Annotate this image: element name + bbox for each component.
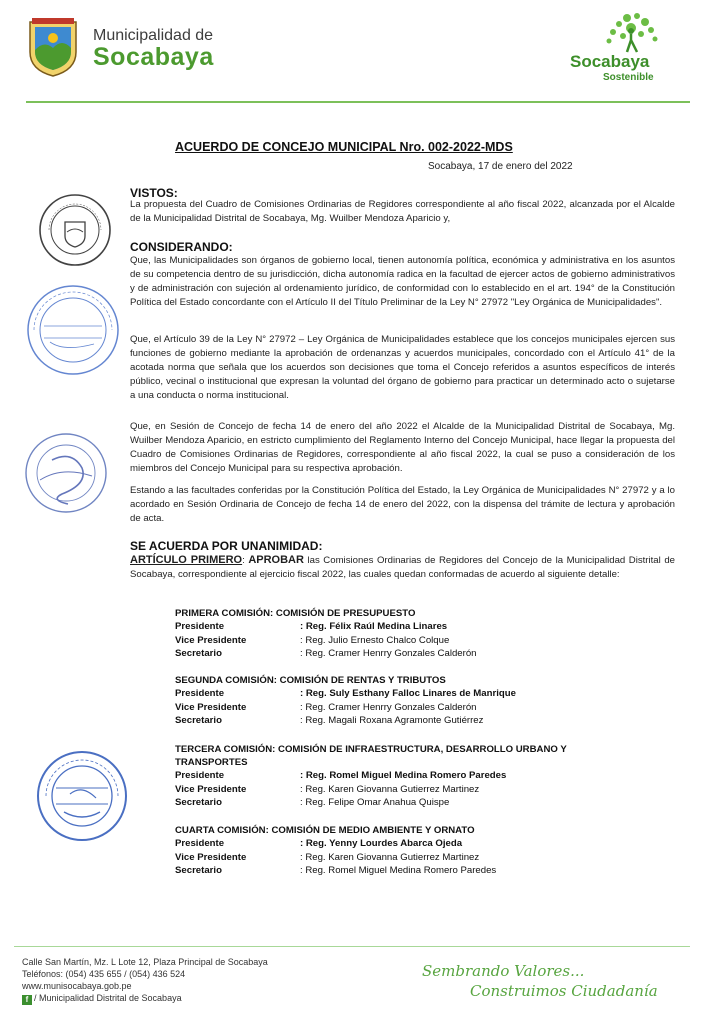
vistos-heading: VISTOS: [130,186,178,200]
commission-title: CUARTA COMISIÓN: COMISIÓN DE MEDIO AMBIENTE Y ORNATO [175,825,475,836]
footer-divider [14,946,690,947]
member-role: Secretario [175,715,222,726]
municipality-label: Municipalidad de [93,27,214,44]
member-role: Presidente [175,770,225,781]
footer-phones: Teléfonos: (054) 435 655 / (054) 436 524 [22,969,186,979]
article-one-label: ARTÍCULO PRIMERO [130,554,243,566]
commission-block [175,607,645,661]
commission-member-row [175,687,645,701]
member-name: : Reg. Romel Miguel Medina Romero Paredes [300,770,507,781]
member-role: Secretario [175,648,222,659]
member-name: : Reg. Magali Roxana Agramonte Gutiérrez [300,715,484,726]
member-role: Secretario [175,797,222,808]
considerando-heading: CONSIDERANDO: [130,240,233,254]
slogan-line-2: Construimos Ciudadanía [470,982,658,1000]
commission-member-row [175,864,645,878]
member-name: : Reg. Félix Raúl Medina Linares [300,621,448,632]
commission-member-row [175,701,645,715]
article-one-verb: APROBAR [248,554,304,566]
member-role: Presidente [175,838,225,849]
member-role: Vice Presidente [175,701,247,713]
considerando-paragraph-4: Estando a las facultades conferidas por la Constitución Política del Estado, la Ley Orgánica de Municipalidades N° 27972 y a lo acordado en Sesión Ordinaria de Concejo de fecha 14 de enero del 2022, con la dispensa del trámite de lectura y aprobación de acta. [130,485,675,524]
header-divider [26,101,690,103]
member-name: : Reg. Karen Giovanna Gutierrez Martinez [300,783,480,795]
member-role: Secretario [175,865,222,876]
commission-block [175,824,645,878]
member-role: Presidente [175,688,225,699]
article-one-paragraph [130,553,675,582]
member-role: Presidente [175,621,225,632]
considerando-paragraph-1: Que, las Municipalidades son órganos de gobierno local, tienen autonomía política, económica y administrativa en los asuntos de su competencia dentro de su jurisdicción, dicha autonomía radica en la facultad de ejercer actos de gobierno administrativos y de administración con sujeción al ordenamiento jurídico, de conformidad con lo establecido en el art. 194° de la Constitución Política del Estado concordante con el Artículo II del Título Preliminar de la Ley N° 27972 "Ley Orgánica de Municipalidades". [130,255,675,308]
secretaria-general-stamp [34,748,130,844]
footer-address: Calle San Martín, Mz. L Lote 12, Plaza Principal de Socabaya [22,957,268,967]
asesoria-juridica-stamp [22,430,110,516]
commission-title: SEGUNDA COMISIÓN: COMISIÓN DE RENTAS Y TRIBUTOS [175,675,446,686]
commission-title: PRIMERA COMISIÓN: COMISIÓN DE PRESUPUESTO [175,608,416,619]
brand-subtitle: Sostenible [603,72,654,83]
commission-member-row [175,714,645,728]
member-name: : Reg. Suly Esthany Falloc Linares de Manrique [300,688,516,699]
commission-member-row [175,647,645,661]
gerencia-municipal-stamp [24,282,122,378]
commission-member-row [175,837,645,851]
member-name: : Reg. Felipe Omar Anahua Quispe [300,797,450,808]
document-date: Socabaya, 17 de enero del 2022 [428,161,573,172]
slogan-line-1: Sembrando Valores... [422,962,585,980]
municipal-seal-stamp [37,192,113,268]
commission-member-row [175,851,645,865]
footer-website: www.munisocabaya.gob.pe [22,981,132,991]
considerando-paragraph-2: Que, el Artículo 39 de la Ley N° 27972 – Ley Orgánica de Municipalidades establece que los concejos municipales ejercen sus funciones de gobierno mediante la aprobación de ordenanzas y acuerdos municipales, concordado con el Artículo 41° de la acotada norma que señala que los acuerdos son decisiones que toma el Concejo referidos a asuntos específicos de interés público, vecinal o institucional que expresan la voluntad del órgano de gobierno para practicar un determinado acto o sujetarse a una conducta o norma institucional. [130,334,675,401]
municipal-crest-logo [24,16,82,78]
commission-member-row [175,620,645,634]
resolution-heading: SE ACUERDA POR UNANIMIDAD: [130,539,323,553]
commission-title: TERCERA COMISIÓN: COMISIÓN DE INFRAESTRUCTURA, DESARROLLO URBANO Y TRANSPORTES [175,744,567,768]
brand-name: Socabaya [570,52,650,71]
commission-block [175,674,645,728]
member-role: Vice Presidente [175,851,247,863]
member-role: Vice Presidente [175,783,247,795]
considerando-paragraph-3: Que, en Sesión de Concejo de fecha 14 de enero del año 2022 el Alcalde de la Municipalidad Distrital de Socabaya, Mg. Wuilber Mendoza Aparicio, en estricto cumplimiento del Reglamento Interno del Concejo Municipal, hace llegar la propuesta del Cuadro de Comisiones Ordinarias de Regidores, correspondiente al año fiscal 2022, la cual se puso a consideración de los miembros del Concejo Municipal para su respectiva aprobación. [130,421,675,474]
vistos-paragraph: La propuesta del Cuadro de Comisiones Ordinarias de Regidores correspondiente al año fiscal 2022, alcanzada por el Alcalde de la Municipalidad Distrital de Socabaya, Mg. Wuilber Mendoza Aparicio y, [130,199,675,224]
member-role: Vice Presidente [175,634,247,646]
footer-facebook-text: / Municipalidad Distrital de Socabaya [34,993,182,1003]
member-name: : Reg. Romel Miguel Medina Romero Paredes [300,865,497,876]
commission-member-row [175,796,645,810]
footer-facebook [22,992,182,1005]
document-title: ACUERDO DE CONCEJO MUNICIPAL Nro. 002-2022-MDS [175,140,513,154]
member-name: : Reg. Julio Ernesto Chalco Colque [300,634,450,646]
member-name: : Reg. Karen Giovanna Gutierrez Martinez [300,851,480,863]
facebook-icon: f [22,995,32,1005]
municipality-name: Socabaya [93,43,214,71]
commission-member-row [175,783,645,797]
member-name: : Reg. Yenny Lourdes Abarca Ojeda [300,838,463,849]
member-name: : Reg. Cramer Henrry Gonzales Calderón [300,648,477,659]
commission-member-row [175,769,645,783]
article-one-text: las Comisiones Ordinarias de Regidores del Concejo de la Municipalidad Distrital de Socabaya, correspondiente al ejercicio fiscal 2022, las cuales quedan conformadas de acuerdo al siguiente detalle: [130,555,675,580]
commission-member-row [175,634,645,648]
article-one-colon: : [242,555,249,566]
commission-block [175,743,645,810]
member-name: : Reg. Cramer Henrry Gonzales Calderón [300,701,477,713]
